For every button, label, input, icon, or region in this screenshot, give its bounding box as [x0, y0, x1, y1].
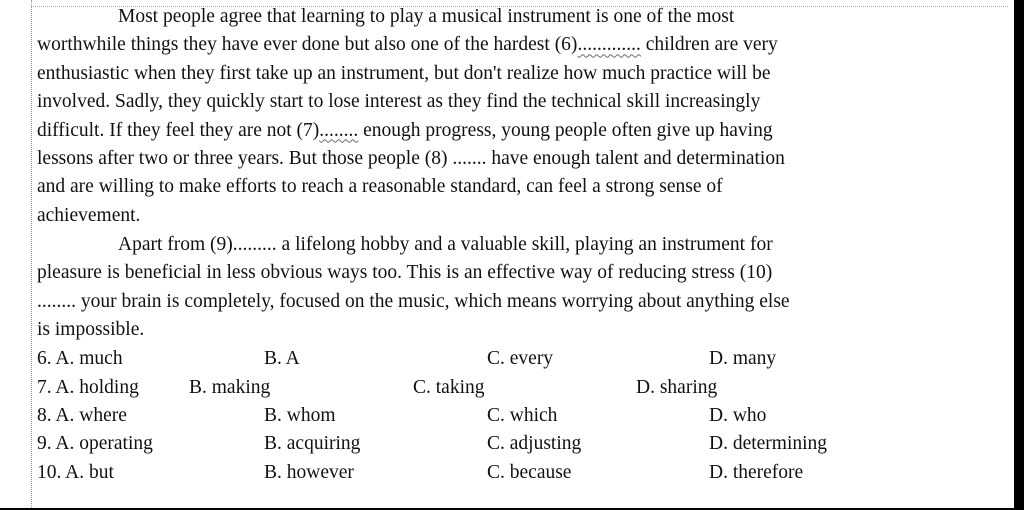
option-6d[interactable]: D. many — [709, 348, 777, 369]
passage-line: pleasure is beneficial in less obvious ways too. This is an effective way of reducing stress (10) — [37, 262, 773, 284]
passage-line-text: worthwhile things they have ever done but also one of the hardest (6) — [37, 34, 578, 56]
option-8c[interactable]: C. which — [487, 405, 558, 426]
passage-line: lessons after two or three years. But those people (8) ....... have enough talent and determination — [37, 147, 785, 169]
passage-line: enthusiastic when they first take up an instrument, but don't realize how much practice will be — [37, 62, 771, 84]
option-8b[interactable]: B. whom — [264, 405, 336, 426]
passage-line: involved. Sadly, they quickly start to lose interest as they find the technical skill increasingly — [37, 91, 761, 113]
option-7c[interactable]: C. taking — [413, 377, 485, 398]
passage-line — [37, 31, 1007, 59]
passage-paragraph-2 — [37, 231, 1007, 345]
option-9c[interactable]: C. adjusting — [487, 433, 582, 454]
passage-line: Most people agree that learning to play a musical instrument is one of the most — [118, 6, 735, 27]
passage-line: and are willing to make efforts to reach a reasonable standard, can feel a strong sense of — [37, 176, 723, 198]
blank-6: ............. — [577, 34, 641, 56]
option-10d[interactable]: D. therefore — [709, 462, 804, 483]
passage-line: is impossible. — [37, 319, 145, 341]
passage-line-text: children are very — [640, 34, 778, 56]
option-9d[interactable]: D. determining — [709, 433, 828, 454]
option-8a[interactable]: 8. A. where — [37, 405, 127, 426]
option-6c[interactable]: C. every — [487, 348, 554, 369]
option-7a[interactable]: 7. A. holding — [37, 377, 139, 398]
passage-line: achievement. — [37, 204, 141, 226]
option-7d[interactable]: D. sharing — [636, 377, 718, 398]
passage-paragraph-1 — [37, 3, 1007, 230]
blank-7: ........ — [319, 119, 359, 141]
option-9b[interactable]: B. acquiring — [264, 433, 361, 454]
option-6a[interactable]: 6. A. much — [37, 348, 123, 369]
passage-line: Apart from (9)......... a lifelong hobby and a valuable skill, playing an instrument for — [118, 234, 773, 255]
option-7b[interactable]: B. making — [189, 377, 271, 398]
passage-line — [37, 117, 1007, 145]
option-8d[interactable]: D. who — [709, 405, 767, 426]
option-9a[interactable]: 9. A. operating — [37, 433, 153, 454]
option-10c[interactable]: C. because — [487, 462, 572, 483]
option-10a[interactable]: 10. A. but — [37, 462, 114, 483]
passage-line-text: difficult. If they feel they are not (7) — [37, 119, 320, 141]
option-6b[interactable]: B. A — [264, 348, 300, 369]
passage-line: ........ your brain is completely, focused on the music, which means worrying about anything else — [37, 290, 790, 312]
option-10b[interactable]: B. however — [264, 462, 354, 483]
passage-line-text: enough progress, young people often give up having — [358, 119, 773, 141]
